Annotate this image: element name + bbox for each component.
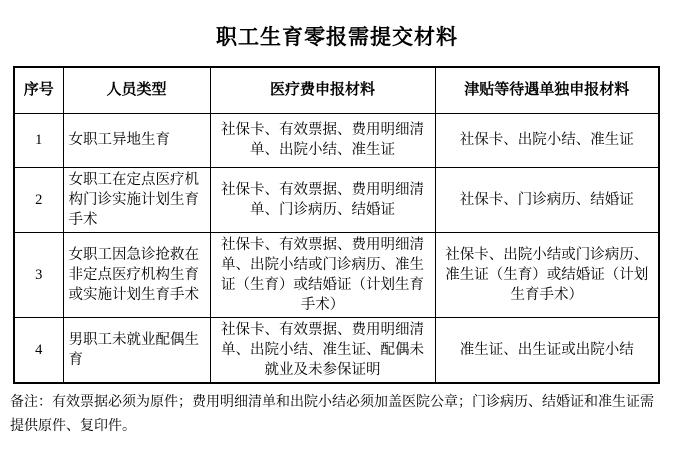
cell-person-type: 女职工在定点医疗机构门诊实施计划生育手术 — [63, 167, 210, 232]
cell-medical-materials: 社保卡、有效票据、费用明细清单、出院小结或门诊病历、准生证（生育）或结婚证（计划生育手术） — [210, 232, 435, 317]
table-row — [14, 232, 659, 317]
table-row — [14, 317, 659, 383]
footnote: 备注：有效票据必须为原件；费用明细清单和出院小结必须加盖医院公章；门诊病历、结婚证和准生证需提供原件、复印件。 — [10, 395, 654, 434]
cell-person-type: 女职工异地生育 — [63, 113, 210, 167]
cell-seq-no: 4 — [14, 317, 63, 383]
cell-medical-materials: 社保卡、有效票据、费用明细清单、出院小结、准生证 — [210, 113, 435, 167]
cell-subsidy-materials: 准生证、出生证或出院小结 — [435, 317, 659, 383]
table-row — [14, 167, 659, 232]
cell-seq-no: 3 — [14, 232, 63, 317]
page-title: 职工生育零报需提交材料 — [216, 25, 458, 49]
cell-subsidy-materials: 社保卡、门诊病历、结婚证 — [435, 167, 659, 232]
cell-subsidy-materials: 社保卡、出院小结、准生证 — [435, 113, 659, 167]
materials-table — [13, 66, 660, 384]
cell-seq-no: 1 — [14, 113, 63, 167]
cell-person-type: 女职工因急诊抢救在非定点医疗机构生育或实施计划生育手术 — [63, 232, 210, 317]
cell-seq-no: 2 — [14, 167, 63, 232]
header-person-type: 人员类型 — [63, 67, 210, 113]
header-subsidy-materials: 津贴等待遇单独申报材料 — [435, 67, 659, 113]
header-seq-no: 序号 — [14, 67, 63, 113]
header-medical-materials: 医疗费申报材料 — [210, 67, 435, 113]
cell-subsidy-materials: 社保卡、出院小结或门诊病历、准生证（生育）或结婚证（计划生育手术） — [435, 232, 659, 317]
cell-person-type: 男职工未就业配偶生育 — [63, 317, 210, 383]
table-row — [14, 113, 659, 167]
cell-medical-materials: 社保卡、有效票据、费用明细清单、门诊病历、结婚证 — [210, 167, 435, 232]
cell-medical-materials: 社保卡、有效票据、费用明细清单、出院小结、准生证、配偶未就业及未参保证明 — [210, 317, 435, 383]
table-header-row — [14, 67, 659, 113]
